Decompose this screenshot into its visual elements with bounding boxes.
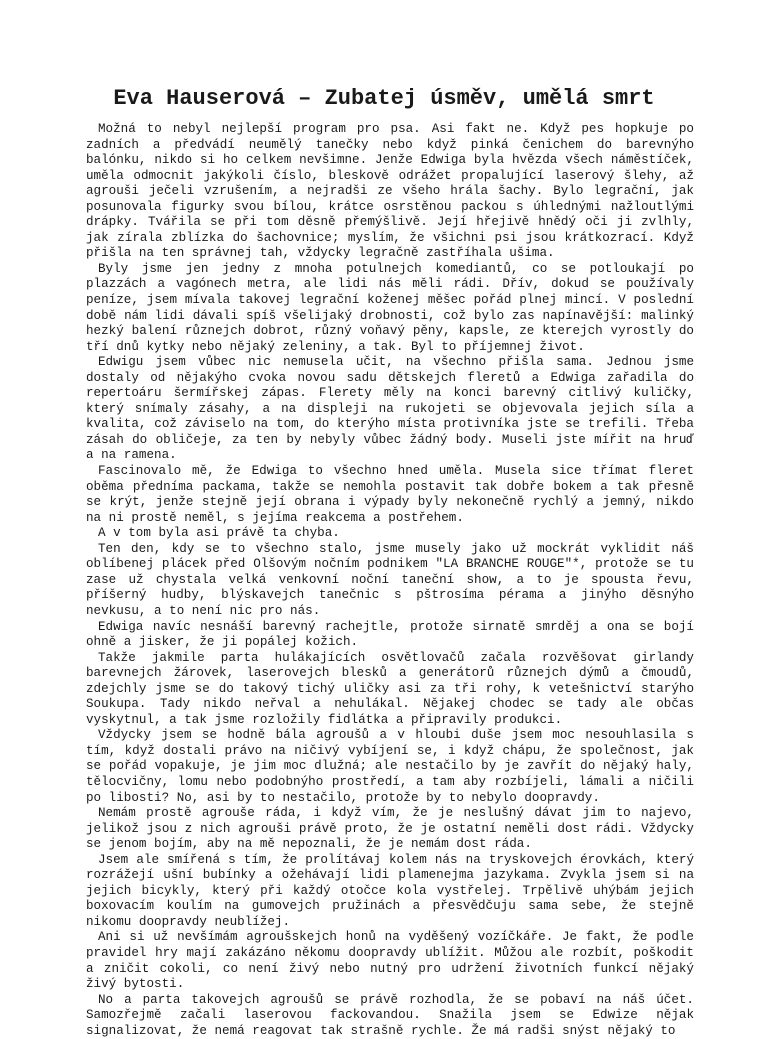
paragraph: Ani si už nevšímám agroušskejch honů na vyděšený vozíčkáře. Je fakt, že podle pravidel hry mají zakázáno někomu doopravdy ublížit. Můžou ale rozbít, poškodit a zničit cokoli, co není živý nebo nutný pro udržení životních funkcí nějaký živý bytosti. <box>86 930 694 992</box>
paragraph: Vždycky jsem se hodně bála agroušů a v hloubi duše jsem moc nesouhlasila s tím, když dostali právo na ničivý vybíjení se, i když chápu, že společnost, jak se pořád vopakuje, je jim moc dlužná; ale nestačilo by je zavřít do nějaký haly, tělocvičny, lomu nebo podobnýho prostředí, a tam aby rozbíjeli, lámali a ničili po libosti? No, asi by to nestačilo, protože by to nebylo doopravdy. <box>86 728 694 805</box>
paragraph: Ten den, kdy se to všechno stalo, jsme musely jako už mockrát vyklidit náš oblíbenej plácek před Olšovým nočním podnikem "LA BRANCHE ROUGE"*, protože se tu zase už chystala velká venkovní noční taneční show, a to je spousta řevu, příšerný hudby, blýskavejch tanečnic s pštrosíma pérama a jinýho děsnýho nevkusu, a to není nic pro nás. <box>86 541 694 618</box>
paragraph: No a parta takovejch agroušů se právě rozhodla, že se pobaví na náš účet. Samozřejmě začali laserovou fackovandou. Snažila jsem se Edwize nějak signalizovat, že nemá reagovat tak strašně rychle. Že má radši snýst nějaký to <box>86 992 694 1038</box>
paragraph: Edwiga navíc nesnáší barevný rachejtle, protože sirnatě smrděj a ona se bojí ohně a jisker, že ji popálej kožich. <box>86 619 694 650</box>
paragraph: Fascinovalo mě, že Edwiga to všechno hned uměla. Musela sice třímat fleret oběma předníma packama, takže se nemohla postavit tak dobře bokem a tak přesně se krýt, jenže stejně její obrana i výpady byly nekonečně rychlý a jemný, nikdo na ni prostě neměl, s jejíma reakcema a postřehem. <box>86 464 694 525</box>
paragraph: Byly jsme jen jedny z mnoha potulnejch komediantů, co se potloukají po plazzách a vagónech metra, ale lidi nás měli rádi. Dřív, dokud se používaly peníze, jsem mívala takovej legrační koženej měšec pořád plnej mincí. V poslední době nám lidi dávali spíš všelijaký drobnosti, což bylo zas napínavější: malinký hezký balení různejch dobrot, různý voňavý pěny, kapsle, ze kterejch vyrostly do tří dnů kytky nebo nějaký zeleniny, a tak. Byl to příjemnej život. <box>86 261 694 354</box>
paragraph: Možná to nebyl nejlepší program pro psa. Asi fakt ne. Když pes hopkuje po zadních a předvádí neumělý tanečky nebo když pinká čenichem do barevnýho balónku, nikdo si ho celkem nevšimne. Jenže Edwiga byla hvězda všech náměstíček, uměla odmocnit jakýkoli číslo, bleskově odrážet propalující laserový šlehy, až agrouši ječeli vzrušením, a nejradši ze všeho hrála šachy. Bylo legrační, jak posunovala figurky svou bílou, krátce osrstěnou packou s úhlednými nažloutlými drápky. Tvářila se při tom děsně přemýšlivě. Její hřejivě hnědý oči ji zvlhly, jak zírala zblízka do šachovnice; myslím, že všichni psi jsou krátkozrací. Když přišla na ten správnej tah, vždycky legračně zastříhala ušima. <box>86 122 694 261</box>
paragraph: Jsem ale smířená s tím, že prolítávaj kolem nás na tryskovejch érovkách, který rozrážejí ušní bubínky a ožehávají lidi plamenejma jazykama. Zvykla jsem si na jejich bicykly, který při každý otočce kola vystřelej. Trpělivě uhýbám jejich boxovacím koulím na gumovejch pružinách a přesvědčuju sama sebe, že stejně nikomu doopravdy neublížej. <box>86 852 694 929</box>
paragraph: Nemám prostě agrouše ráda, i když vím, že je neslušný dávat jim to najevo, jelikož jsou z nich agrouši právě proto, že je ostatní neměli dost rádi. Vždycky se jenom bojím, aby na mě nepoznali, že je nemám dost ráda. <box>86 806 694 852</box>
paragraph: A v tom byla asi právě ta chyba. <box>98 526 340 541</box>
paragraph: Takže jakmile parta hulákajících osvětlovačů začala rozvěšovat girlandy barevnejch žárovek, laserovejch blesků a generátorů různejch dýmů a čmoudů, zdejchly jsme se do takový tichý uličky asi za tři rohy, k vetešnictví starýho Soukupa. Tady nikdo neřval a nehulákal. Nějakej chodec se tady ale občas vyskytnul, a tak jsme rozložily fidlátka a připravily produkci. <box>86 650 694 727</box>
document-body <box>86 122 694 1039</box>
document-title: Eva Hauserová – Zubatej úsměv, umělá smrt <box>113 86 655 111</box>
paragraph: Edwigu jsem vůbec nic nemusela učit, na všechno přišla sama. Jednou jsme dostaly od nějakýho cvoka novou sadu dětskejch fleretů a Edwiga zařadila do repertoáru šermířskej zápas. Flerety měly na konci barevný citlivý kuličky, který snímaly zásahy, a na displeji na rukojeti se objevovala jejich síla a kvalita, což záviselo na tom, do kterýho místa protivníka jste se trefili. Třeba zásah do obličeje, za ten by nebyly vůbec žádný body. Museli jste mířit na hruď a na ramena. <box>86 355 694 463</box>
